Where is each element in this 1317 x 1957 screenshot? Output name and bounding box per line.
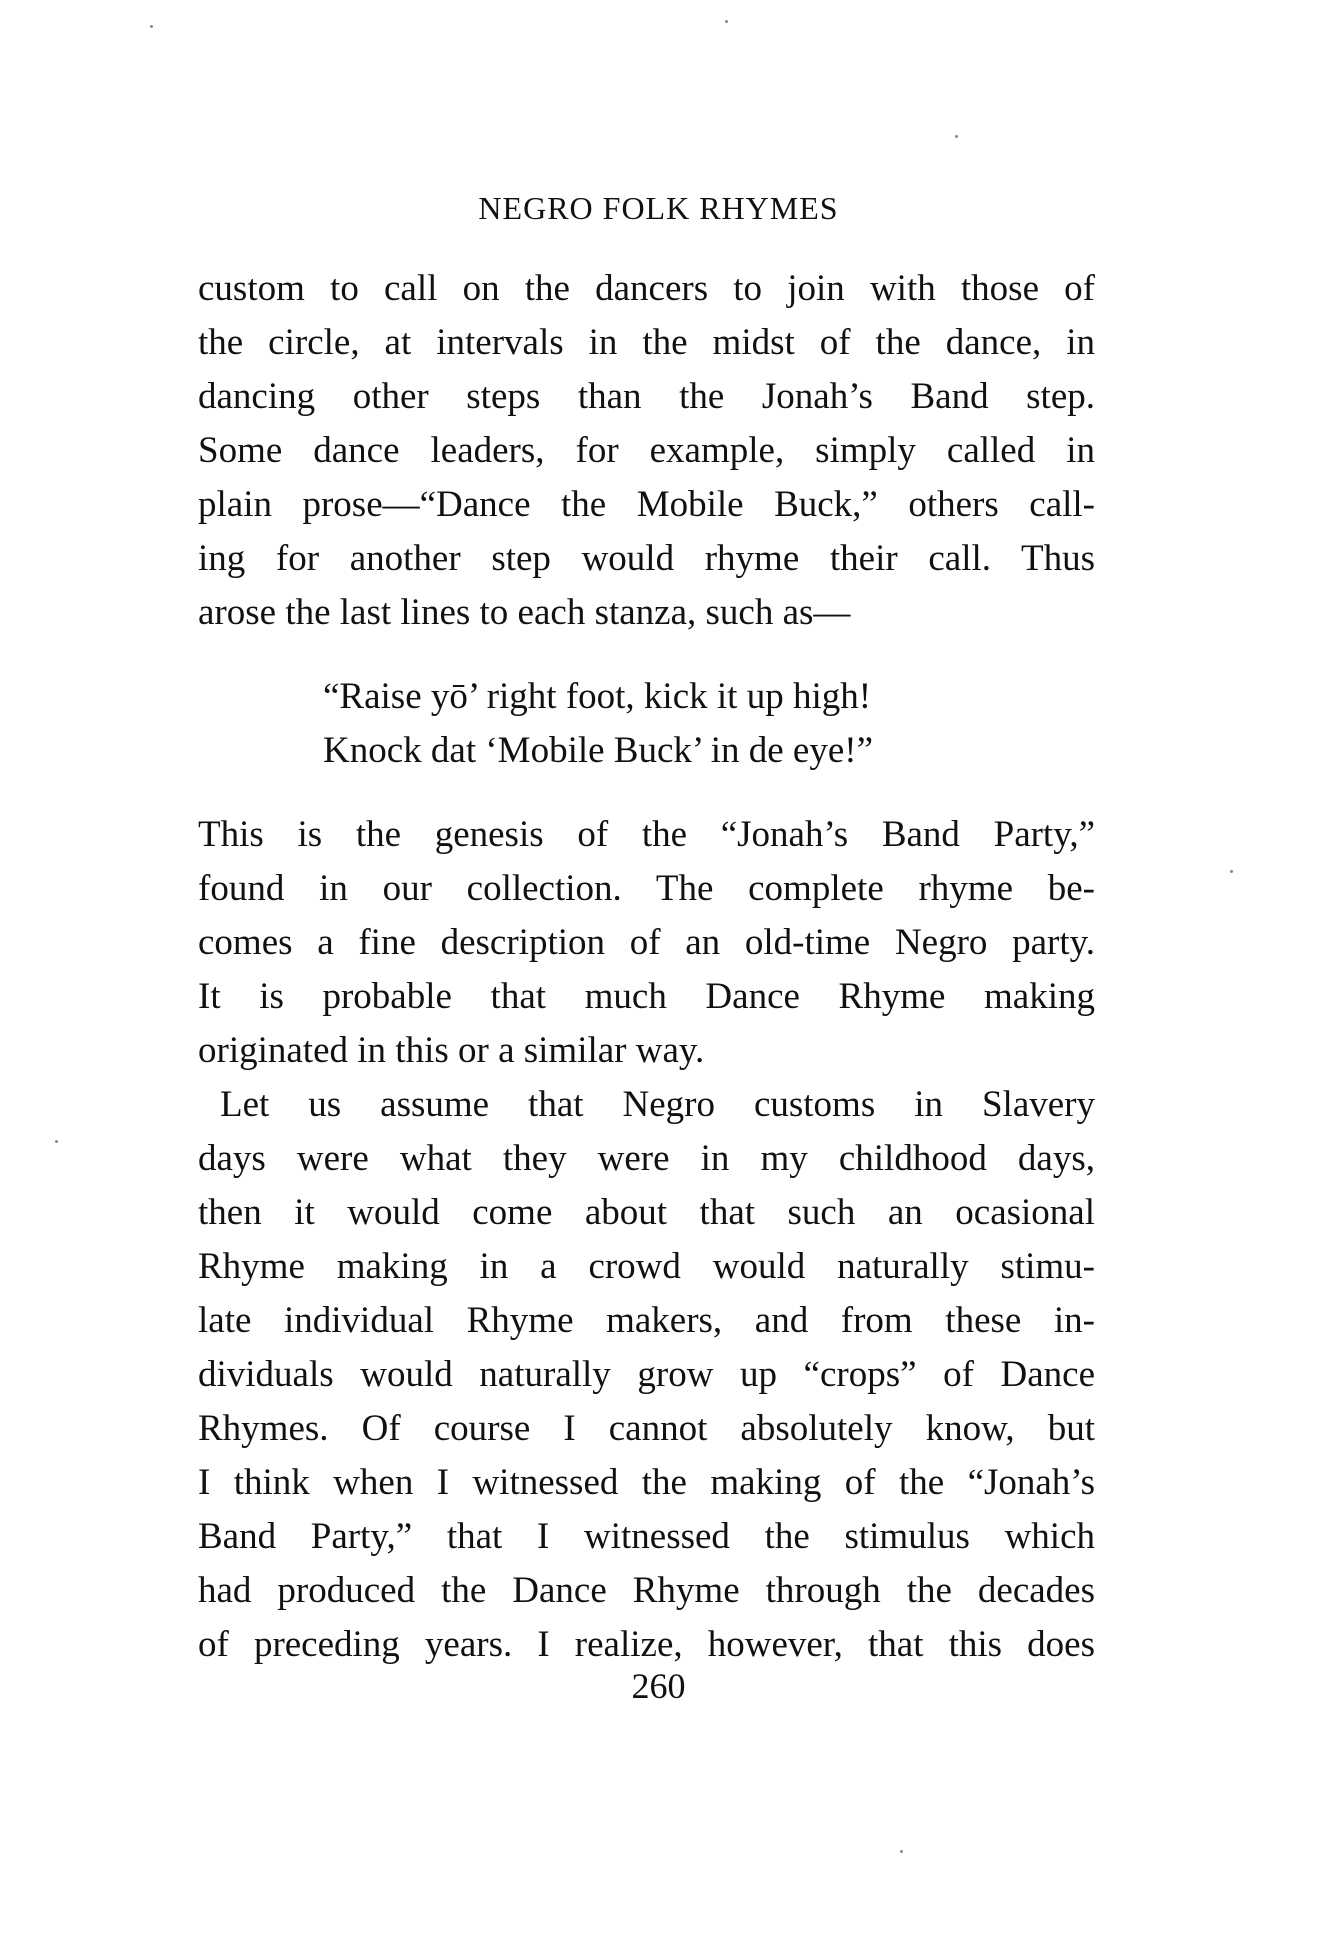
text-line: of preceding years. I realize, however, that this does — [198, 1624, 1095, 1665]
scan-speck — [955, 135, 958, 138]
scan-speck — [1230, 870, 1233, 873]
text-line: had produced the Dance Rhyme through the decades — [198, 1570, 1095, 1611]
scan-speck — [900, 1850, 903, 1853]
text-line: days were what they were in my childhood days, — [198, 1138, 1095, 1179]
text-line: the circle, at intervals in the midst of the dance, in — [198, 322, 1095, 363]
text-line: Rhymes. Of course I cannot absolutely know, but — [198, 1408, 1095, 1449]
page-body — [198, 262, 1095, 1672]
text-line: late individual Rhyme makers, and from these in- — [198, 1300, 1095, 1341]
text-line: custom to call on the dancers to join with those of — [198, 268, 1095, 309]
text-line: dancing other steps than the Jonah’s Band step. — [198, 376, 1095, 417]
text-line: Rhyme making in a crowd would naturally stimu- — [198, 1246, 1095, 1287]
scan-speck — [150, 25, 153, 28]
text-line: It is probable that much Dance Rhyme making — [198, 976, 1095, 1017]
poem-line: “Raise yō’ right foot, kick it up high! — [323, 676, 872, 717]
text-line: comes a fine description of an old-time Negro party. — [198, 922, 1095, 963]
text-line: arose the last lines to each stanza, such as— — [198, 592, 851, 633]
text-line: ing for another step would rhyme their call. Thus — [198, 538, 1095, 579]
scan-speck — [55, 1140, 58, 1143]
text-line: I think when I witnessed the making of the “Jonah’s — [198, 1462, 1095, 1503]
poem-line: Knock dat ‘Mobile Buck’ in de eye!” — [323, 730, 874, 771]
text-line: Let us assume that Negro customs in Slavery — [220, 1084, 1095, 1125]
scan-speck — [725, 20, 728, 23]
text-line: Some dance leaders, for example, simply called in — [198, 430, 1095, 471]
paragraph-3 — [198, 1078, 1095, 1672]
paragraph-1 — [198, 262, 1095, 640]
poem-quote — [198, 670, 1095, 778]
text-line: Band Party,” that I witnessed the stimulus which — [198, 1516, 1095, 1557]
text-line: plain prose—“Dance the Mobile Buck,” others call- — [198, 484, 1095, 525]
running-header: NEGRO FOLK RHYMES — [478, 190, 839, 226]
text-line: This is the genesis of the “Jonah’s Band Party,” — [198, 814, 1095, 855]
text-line: dividuals would naturally grow up “crops” of Dance — [198, 1354, 1095, 1395]
text-line: originated in this or a similar way. — [198, 1030, 705, 1071]
page-number: 260 — [631, 1666, 686, 1706]
text-line: then it would come about that such an ocasional — [198, 1192, 1095, 1233]
text-line: found in our collection. The complete rhyme be- — [198, 868, 1095, 909]
paragraph-2 — [198, 808, 1095, 1078]
